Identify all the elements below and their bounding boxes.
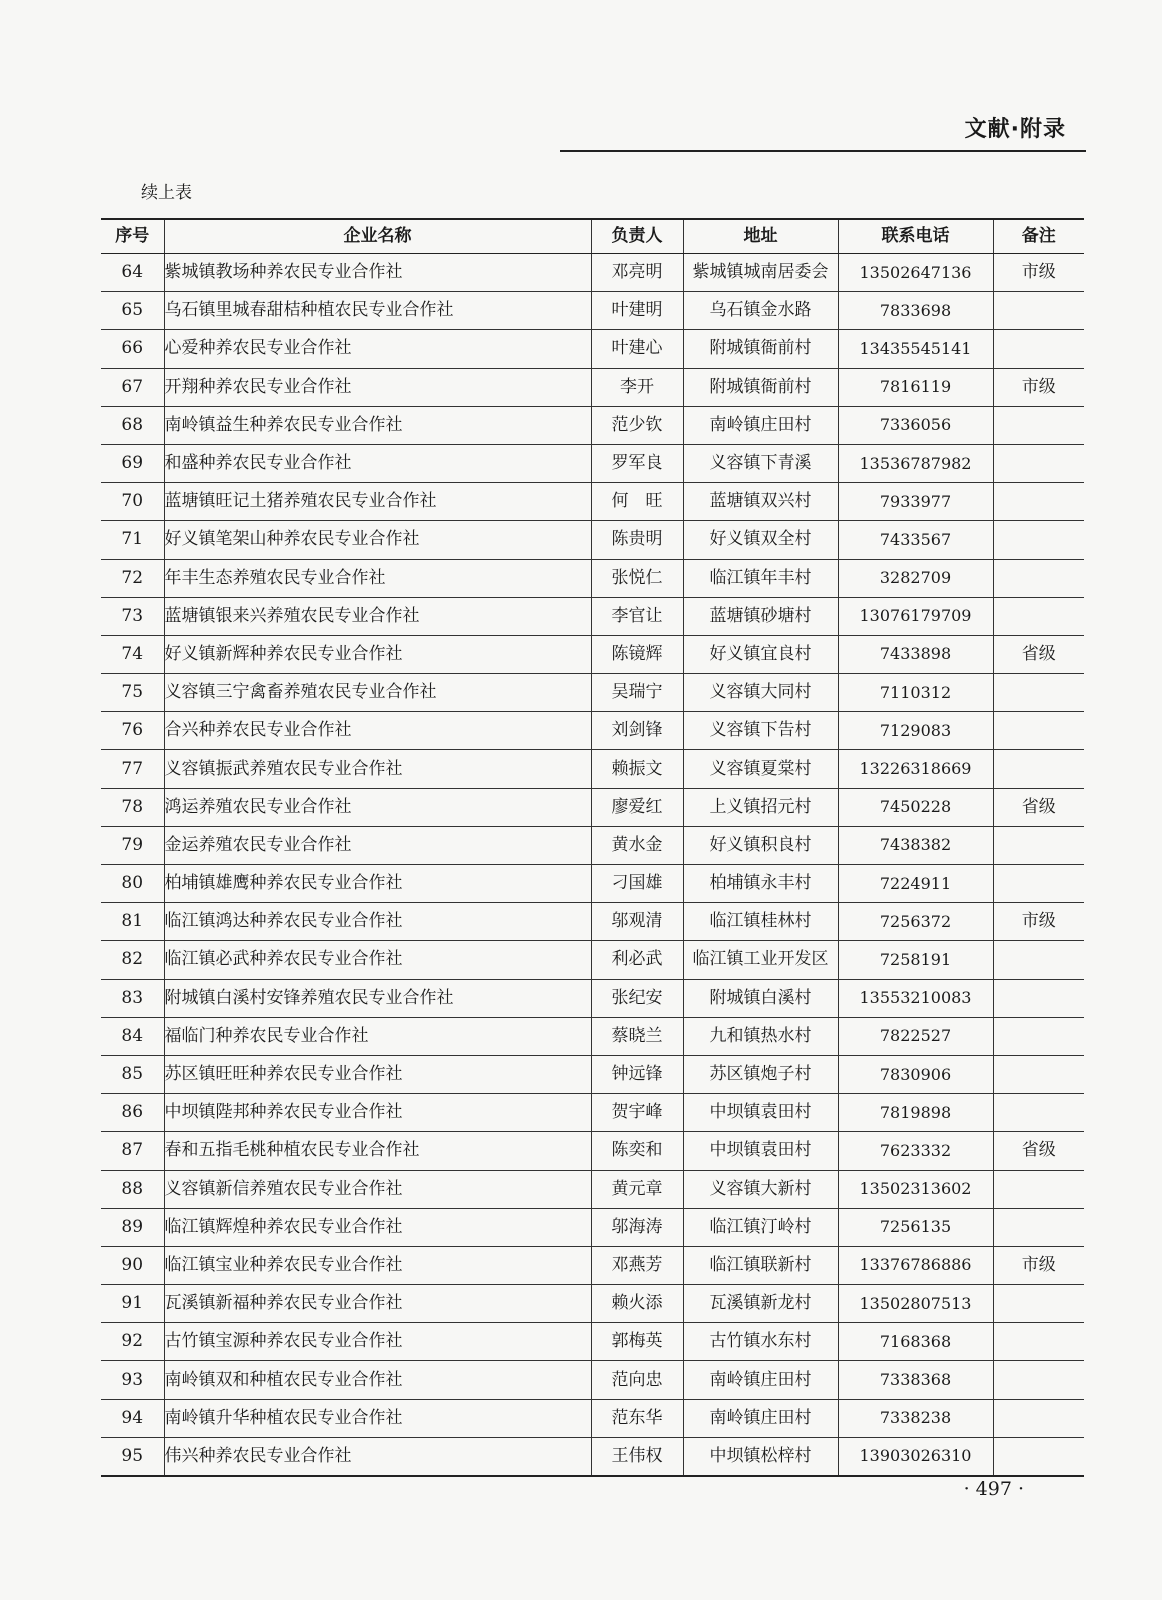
address-cell: 中坝镇袁田村: [683, 1094, 838, 1132]
note-cell: [993, 1017, 1084, 1055]
table-row: [101, 368, 1084, 406]
responsible-person-cell: 范东华: [591, 1399, 683, 1437]
enterprise-name-cell: 好义镇新辉种养农民专业合作社: [164, 635, 591, 673]
note-cell: [993, 521, 1084, 559]
note-cell: [993, 1094, 1084, 1132]
table-row: [101, 1437, 1084, 1476]
phone-number-cell: 13903026310: [838, 1437, 993, 1476]
table-row: [101, 1170, 1084, 1208]
address-cell: 苏区镇炮子村: [683, 1055, 838, 1093]
responsible-person-cell: 赖火添: [591, 1285, 683, 1323]
address-cell: 附城镇白溪村: [683, 979, 838, 1017]
table-row: [101, 330, 1084, 368]
enterprise-name-cell: 福临门种养农民专业合作社: [164, 1017, 591, 1055]
table-row: [101, 1361, 1084, 1399]
table-row: [101, 1132, 1084, 1170]
row-number-cell: 85: [101, 1055, 164, 1093]
table-row: [101, 1208, 1084, 1246]
address-cell: 附城镇衙前村: [683, 368, 838, 406]
enterprise-name-cell: 心爱种养农民专业合作社: [164, 330, 591, 368]
column-header-phone: 联系电话: [838, 219, 993, 254]
phone-number-cell: 13226318669: [838, 750, 993, 788]
responsible-person-cell: 邓亮明: [591, 254, 683, 292]
row-number-cell: 64: [101, 254, 164, 292]
address-cell: 蓝塘镇砂塘村: [683, 597, 838, 635]
responsible-person-cell: 郭梅英: [591, 1323, 683, 1361]
table-row: [101, 1246, 1084, 1284]
row-number-cell: 89: [101, 1208, 164, 1246]
enterprise-name-cell: 瓦溪镇新福种养农民专业合作社: [164, 1285, 591, 1323]
responsible-person-cell: 邬海涛: [591, 1208, 683, 1246]
responsible-person-cell: 陈奕和: [591, 1132, 683, 1170]
phone-number-cell: 7338238: [838, 1399, 993, 1437]
note-cell: [993, 1361, 1084, 1399]
row-number-cell: 67: [101, 368, 164, 406]
enterprise-name-cell: 合兴种养农民专业合作社: [164, 712, 591, 750]
responsible-person-cell: 邬观清: [591, 903, 683, 941]
table-row: [101, 712, 1084, 750]
row-number-cell: 88: [101, 1170, 164, 1208]
responsible-person-cell: 李官让: [591, 597, 683, 635]
row-number-cell: 71: [101, 521, 164, 559]
note-cell: [993, 1285, 1084, 1323]
enterprise-name-cell: 苏区镇旺旺种养农民专业合作社: [164, 1055, 591, 1093]
enterprise-name-cell: 伟兴种养农民专业合作社: [164, 1437, 591, 1476]
row-number-cell: 69: [101, 444, 164, 482]
note-cell: [993, 1055, 1084, 1093]
responsible-person-cell: 何 旺: [591, 483, 683, 521]
phone-number-cell: 13502807513: [838, 1285, 993, 1323]
table-row: [101, 483, 1084, 521]
phone-number-cell: 7623332: [838, 1132, 993, 1170]
address-cell: 临江镇汀岭村: [683, 1208, 838, 1246]
address-cell: 中坝镇袁田村: [683, 1132, 838, 1170]
row-number-cell: 80: [101, 865, 164, 903]
phone-number-cell: 13536787982: [838, 444, 993, 482]
table-row: [101, 406, 1084, 444]
phone-number-cell: 13076179709: [838, 597, 993, 635]
address-cell: 乌石镇金水路: [683, 292, 838, 330]
row-number-cell: 87: [101, 1132, 164, 1170]
address-cell: 南岭镇庄田村: [683, 406, 838, 444]
note-cell: [993, 674, 1084, 712]
address-cell: 中坝镇松梓村: [683, 1437, 838, 1476]
responsible-person-cell: 蔡晓兰: [591, 1017, 683, 1055]
enterprise-name-cell: 南岭镇益生种养农民专业合作社: [164, 406, 591, 444]
cooperatives-table: [101, 218, 1084, 1477]
responsible-person-cell: 罗军良: [591, 444, 683, 482]
address-cell: 古竹镇水东村: [683, 1323, 838, 1361]
address-cell: 义容镇下青溪: [683, 444, 838, 482]
note-cell: 省级: [993, 788, 1084, 826]
header-rule: [560, 150, 1086, 152]
note-cell: [993, 292, 1084, 330]
enterprise-name-cell: 和盛种养农民专业合作社: [164, 444, 591, 482]
table-row: [101, 750, 1084, 788]
row-number-cell: 84: [101, 1017, 164, 1055]
phone-number-cell: 7256372: [838, 903, 993, 941]
enterprise-name-cell: 临江镇必武种养农民专业合作社: [164, 941, 591, 979]
note-cell: [993, 750, 1084, 788]
table-row: [101, 903, 1084, 941]
note-cell: [993, 406, 1084, 444]
enterprise-name-cell: 金运养殖农民专业合作社: [164, 826, 591, 864]
note-cell: [993, 865, 1084, 903]
responsible-person-cell: 陈贵明: [591, 521, 683, 559]
note-cell: 省级: [993, 635, 1084, 673]
enterprise-name-cell: 义容镇振武养殖农民专业合作社: [164, 750, 591, 788]
row-number-cell: 82: [101, 941, 164, 979]
table-row: [101, 1285, 1084, 1323]
address-cell: 好义镇双全村: [683, 521, 838, 559]
table-row: [101, 1055, 1084, 1093]
row-number-cell: 90: [101, 1246, 164, 1284]
phone-number-cell: 13502647136: [838, 254, 993, 292]
phone-number-cell: 7816119: [838, 368, 993, 406]
phone-number-cell: 13435545141: [838, 330, 993, 368]
address-cell: 九和镇热水村: [683, 1017, 838, 1055]
enterprise-name-cell: 南岭镇升华种植农民专业合作社: [164, 1399, 591, 1437]
phone-number-cell: 7168368: [838, 1323, 993, 1361]
row-number-cell: 74: [101, 635, 164, 673]
table-row: [101, 444, 1084, 482]
row-number-cell: 93: [101, 1361, 164, 1399]
row-number-cell: 72: [101, 559, 164, 597]
table-row: [101, 941, 1084, 979]
table-body: [101, 254, 1084, 1477]
phone-number-cell: 7338368: [838, 1361, 993, 1399]
responsible-person-cell: 李开: [591, 368, 683, 406]
address-cell: 义容镇下告村: [683, 712, 838, 750]
address-cell: 柏埔镇永丰村: [683, 865, 838, 903]
column-header-note: 备注: [993, 219, 1084, 254]
responsible-person-cell: 邓燕芳: [591, 1246, 683, 1284]
table-row: [101, 674, 1084, 712]
page-number: · 497 ·: [963, 1478, 1024, 1500]
responsible-person-cell: 张纪安: [591, 979, 683, 1017]
table-row: [101, 521, 1084, 559]
address-cell: 义容镇大新村: [683, 1170, 838, 1208]
enterprise-name-cell: 蓝塘镇银来兴养殖农民专业合作社: [164, 597, 591, 635]
address-cell: 上义镇招元村: [683, 788, 838, 826]
note-cell: [993, 979, 1084, 1017]
note-cell: [993, 1170, 1084, 1208]
responsible-person-cell: 黄元章: [591, 1170, 683, 1208]
responsible-person-cell: 叶建心: [591, 330, 683, 368]
note-cell: [993, 1208, 1084, 1246]
row-number-cell: 70: [101, 483, 164, 521]
responsible-person-cell: 吴瑞宁: [591, 674, 683, 712]
address-cell: 南岭镇庄田村: [683, 1361, 838, 1399]
responsible-person-cell: 利必武: [591, 941, 683, 979]
row-number-cell: 94: [101, 1399, 164, 1437]
note-cell: [993, 597, 1084, 635]
phone-number-cell: 7433567: [838, 521, 993, 559]
responsible-person-cell: 黄水金: [591, 826, 683, 864]
enterprise-name-cell: 临江镇宝业种养农民专业合作社: [164, 1246, 591, 1284]
enterprise-name-cell: 紫城镇教场种养农民专业合作社: [164, 254, 591, 292]
enterprise-name-cell: 鸿运养殖农民专业合作社: [164, 788, 591, 826]
enterprise-name-cell: 开翔种养农民专业合作社: [164, 368, 591, 406]
enterprise-name-cell: 好义镇笔架山种养农民专业合作社: [164, 521, 591, 559]
enterprise-name-cell: 蓝塘镇旺记土猪养殖农民专业合作社: [164, 483, 591, 521]
address-cell: 临江镇年丰村: [683, 559, 838, 597]
phone-number-cell: 7224911: [838, 865, 993, 903]
row-number-cell: 65: [101, 292, 164, 330]
address-cell: 附城镇衙前村: [683, 330, 838, 368]
responsible-person-cell: 钟远锋: [591, 1055, 683, 1093]
note-cell: [993, 712, 1084, 750]
row-number-cell: 68: [101, 406, 164, 444]
address-cell: 临江镇桂林村: [683, 903, 838, 941]
phone-number-cell: 7822527: [838, 1017, 993, 1055]
enterprise-name-cell: 年丰生态养殖农民专业合作社: [164, 559, 591, 597]
note-cell: 市级: [993, 1246, 1084, 1284]
phone-number-cell: 7258191: [838, 941, 993, 979]
note-cell: [993, 444, 1084, 482]
table-row: [101, 865, 1084, 903]
row-number-cell: 76: [101, 712, 164, 750]
column-header-name: 企业名称: [164, 219, 591, 254]
table-row: [101, 1094, 1084, 1132]
enterprise-name-cell: 附城镇白溪村安锋养殖农民专业合作社: [164, 979, 591, 1017]
phone-number-cell: 7933977: [838, 483, 993, 521]
responsible-person-cell: 陈镜辉: [591, 635, 683, 673]
table-row: [101, 788, 1084, 826]
table-row: [101, 1323, 1084, 1361]
responsible-person-cell: 廖爱红: [591, 788, 683, 826]
row-number-cell: 81: [101, 903, 164, 941]
responsible-person-cell: 赖振文: [591, 750, 683, 788]
address-cell: 好义镇宜良村: [683, 635, 838, 673]
note-cell: [993, 330, 1084, 368]
address-cell: 瓦溪镇新龙村: [683, 1285, 838, 1323]
phone-number-cell: 7830906: [838, 1055, 993, 1093]
note-cell: [993, 1323, 1084, 1361]
column-header-address: 地址: [683, 219, 838, 254]
responsible-person-cell: 贺宇峰: [591, 1094, 683, 1132]
responsible-person-cell: 范向忠: [591, 1361, 683, 1399]
phone-number-cell: 7438382: [838, 826, 993, 864]
row-number-cell: 66: [101, 330, 164, 368]
table-row: [101, 559, 1084, 597]
table-header-row: [101, 219, 1084, 254]
address-cell: 临江镇联新村: [683, 1246, 838, 1284]
phone-number-cell: 7833698: [838, 292, 993, 330]
address-cell: 义容镇夏棠村: [683, 750, 838, 788]
phone-number-cell: 7129083: [838, 712, 993, 750]
table-row: [101, 979, 1084, 1017]
address-cell: 蓝塘镇双兴村: [683, 483, 838, 521]
responsible-person-cell: 刘剑锋: [591, 712, 683, 750]
note-cell: [993, 483, 1084, 521]
note-cell: 省级: [993, 1132, 1084, 1170]
enterprise-name-cell: 临江镇鸿达种养农民专业合作社: [164, 903, 591, 941]
row-number-cell: 91: [101, 1285, 164, 1323]
responsible-person-cell: 刁国雄: [591, 865, 683, 903]
responsible-person-cell: 张悦仁: [591, 559, 683, 597]
enterprise-name-cell: 春和五指毛桃种植农民专业合作社: [164, 1132, 591, 1170]
table-row: [101, 597, 1084, 635]
phone-number-cell: 7256135: [838, 1208, 993, 1246]
phone-number-cell: 13502313602: [838, 1170, 993, 1208]
row-number-cell: 79: [101, 826, 164, 864]
enterprise-name-cell: 义容镇三宁禽畜养殖农民专业合作社: [164, 674, 591, 712]
address-cell: 南岭镇庄田村: [683, 1399, 838, 1437]
note-cell: [993, 559, 1084, 597]
phone-number-cell: 7336056: [838, 406, 993, 444]
note-cell: 市级: [993, 903, 1084, 941]
column-header-person: 负责人: [591, 219, 683, 254]
note-cell: [993, 826, 1084, 864]
note-cell: [993, 1437, 1084, 1476]
address-cell: 好义镇积良村: [683, 826, 838, 864]
row-number-cell: 83: [101, 979, 164, 1017]
table-row: [101, 826, 1084, 864]
note-cell: [993, 1399, 1084, 1437]
table-row: [101, 292, 1084, 330]
row-number-cell: 95: [101, 1437, 164, 1476]
table-row: [101, 254, 1084, 292]
enterprise-name-cell: 南岭镇双和种植农民专业合作社: [164, 1361, 591, 1399]
column-header-no: 序号: [101, 219, 164, 254]
address-cell: 紫城镇城南居委会: [683, 254, 838, 292]
note-cell: 市级: [993, 254, 1084, 292]
table-row: [101, 1017, 1084, 1055]
phone-number-cell: 3282709: [838, 559, 993, 597]
row-number-cell: 92: [101, 1323, 164, 1361]
address-cell: 义容镇大同村: [683, 674, 838, 712]
phone-number-cell: 13553210083: [838, 979, 993, 1017]
phone-number-cell: 7110312: [838, 674, 993, 712]
phone-number-cell: 7433898: [838, 635, 993, 673]
responsible-person-cell: 王伟权: [591, 1437, 683, 1476]
enterprise-name-cell: 乌石镇里城春甜桔种植农民专业合作社: [164, 292, 591, 330]
row-number-cell: 86: [101, 1094, 164, 1132]
responsible-person-cell: 范少钦: [591, 406, 683, 444]
continued-label: 续上表: [141, 183, 192, 203]
phone-number-cell: 7819898: [838, 1094, 993, 1132]
table-row: [101, 1399, 1084, 1437]
running-header: 文献·附录: [964, 117, 1066, 142]
enterprise-name-cell: 柏埔镇雄鹰种养农民专业合作社: [164, 865, 591, 903]
address-cell: 临江镇工业开发区: [683, 941, 838, 979]
phone-number-cell: 13376786886: [838, 1246, 993, 1284]
enterprise-name-cell: 中坝镇陛邦种养农民专业合作社: [164, 1094, 591, 1132]
table-row: [101, 635, 1084, 673]
enterprise-name-cell: 古竹镇宝源种养农民专业合作社: [164, 1323, 591, 1361]
row-number-cell: 73: [101, 597, 164, 635]
row-number-cell: 75: [101, 674, 164, 712]
responsible-person-cell: 叶建明: [591, 292, 683, 330]
enterprise-name-cell: 临江镇辉煌种养农民专业合作社: [164, 1208, 591, 1246]
enterprise-name-cell: 义容镇新信养殖农民专业合作社: [164, 1170, 591, 1208]
note-cell: [993, 941, 1084, 979]
row-number-cell: 77: [101, 750, 164, 788]
phone-number-cell: 7450228: [838, 788, 993, 826]
note-cell: 市级: [993, 368, 1084, 406]
row-number-cell: 78: [101, 788, 164, 826]
